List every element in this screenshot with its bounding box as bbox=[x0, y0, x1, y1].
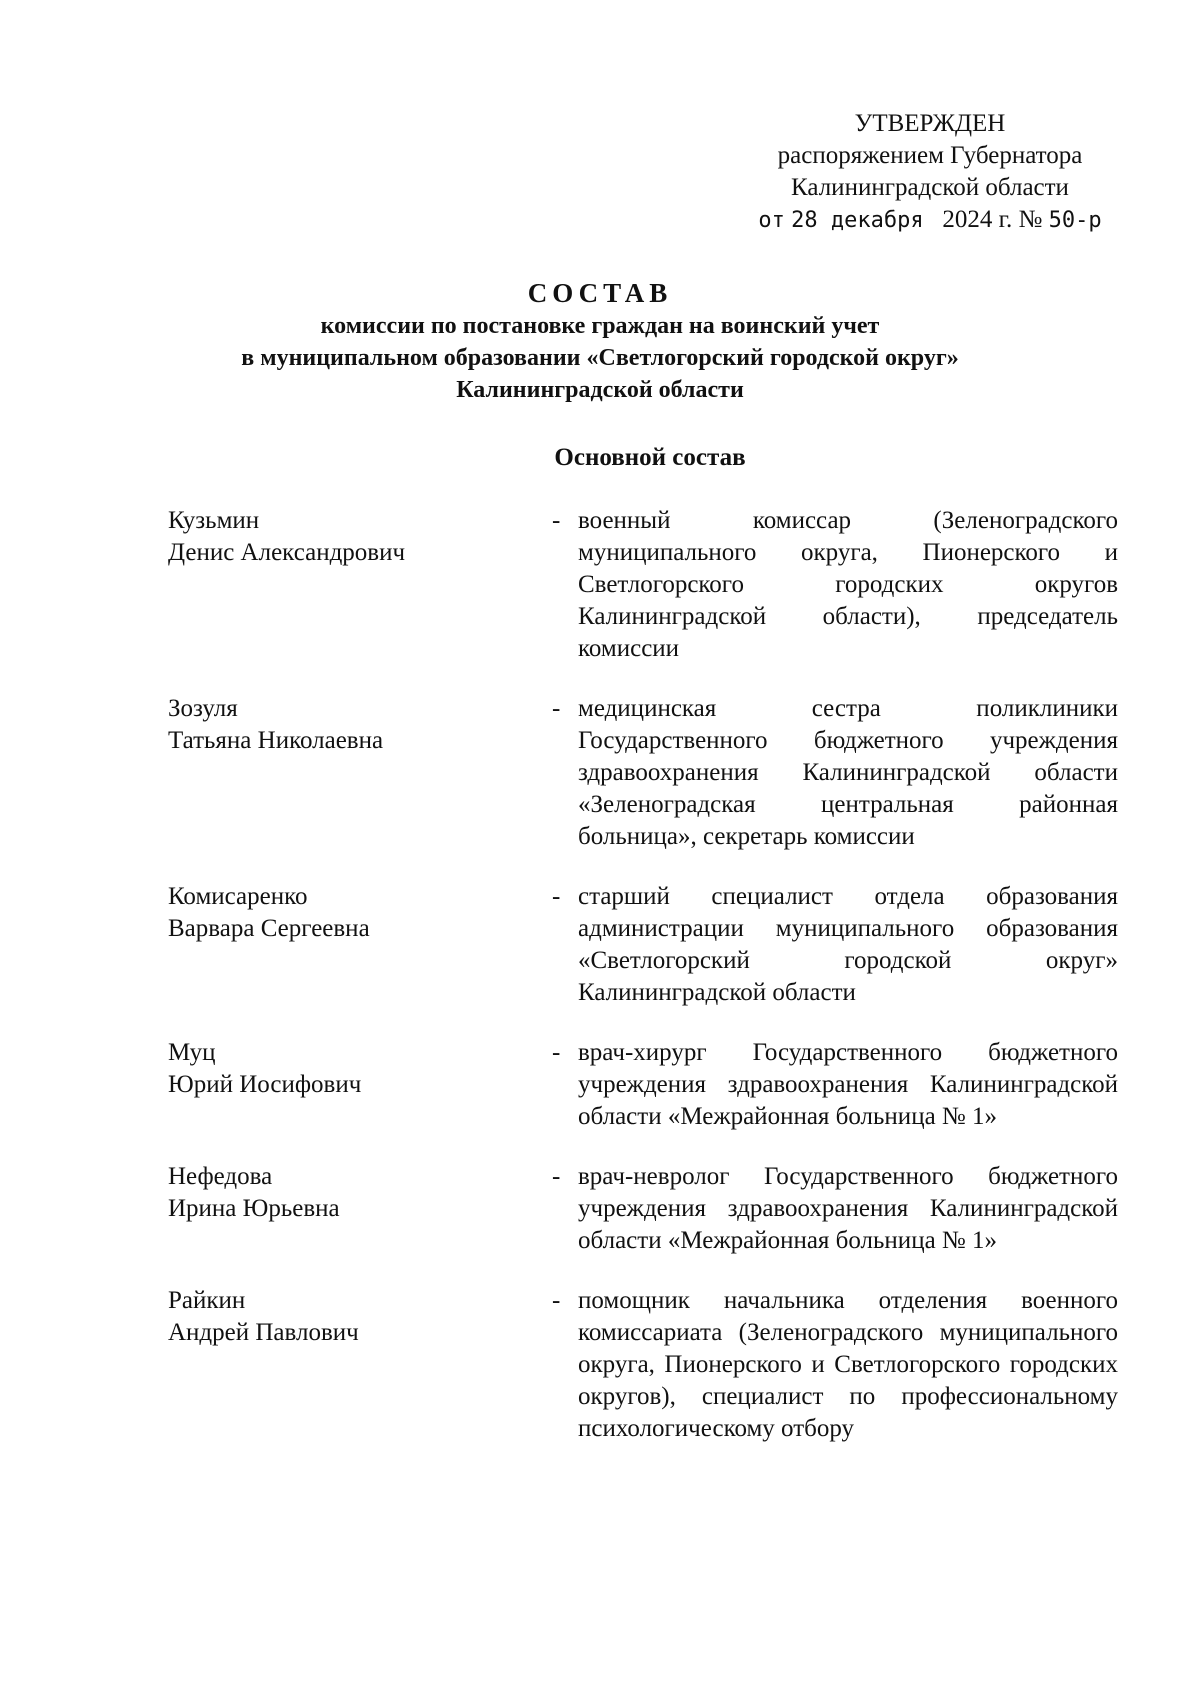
member-given-names: Варвара Сергеевна bbox=[168, 915, 370, 942]
member-surname: Райкин bbox=[168, 1287, 246, 1314]
member-entry bbox=[168, 881, 1138, 1009]
member-dash: - bbox=[552, 1163, 561, 1190]
member-name bbox=[168, 1161, 538, 1257]
member-surname: Муц bbox=[168, 1039, 216, 1066]
member-role: старший специалист отдела образования администрации муниципального образования «Светлогорский городской округ» Калининградской области bbox=[578, 883, 1118, 1006]
member-given-names: Татьяна Николаевна bbox=[168, 727, 384, 754]
approval-title: УТВЕРЖДЕН bbox=[854, 110, 1006, 137]
approval-date-prefix: от bbox=[758, 208, 785, 233]
member-entry bbox=[168, 1161, 1138, 1257]
member-given-names: Денис Александрович bbox=[168, 539, 406, 566]
member-role: военный комиссар (Зеленоградского муниципального округа, Пионерского и Светлогорского городских округов Калининградской области), председатель комиссии bbox=[578, 507, 1118, 662]
section-heading: Основной состав bbox=[554, 444, 746, 471]
approval-number: 50-р bbox=[1048, 208, 1102, 233]
member-name bbox=[168, 1285, 538, 1445]
member-dash: - bbox=[552, 1287, 561, 1314]
member-surname: Кузьмин bbox=[168, 507, 260, 534]
approval-line-2: Калининградской области bbox=[791, 174, 1069, 201]
member-role: врач-невролог Государственного бюджетного учреждения здравоохранения Калининградской области «Межрайонная больница № 1» bbox=[578, 1163, 1118, 1254]
approval-date: 28 декабря bbox=[791, 208, 924, 233]
member-surname: Комисаренко bbox=[168, 883, 308, 910]
member-entry bbox=[168, 1285, 1138, 1445]
member-dash: - bbox=[552, 1039, 561, 1066]
member-given-names: Андрей Павлович bbox=[168, 1319, 359, 1346]
member-surname: Нефедова bbox=[168, 1163, 273, 1190]
member-entry bbox=[168, 1037, 1138, 1133]
approval-stamp-block bbox=[700, 108, 1160, 237]
member-name bbox=[168, 1037, 538, 1133]
member-name bbox=[168, 505, 538, 665]
member-entry bbox=[168, 693, 1138, 853]
member-name bbox=[168, 693, 538, 853]
approval-year: 2024 г. № bbox=[942, 206, 1043, 233]
member-dash: - bbox=[552, 883, 561, 910]
member-given-names: Ирина Юрьевна bbox=[168, 1195, 340, 1222]
member-given-names: Юрий Иосифович bbox=[168, 1071, 362, 1098]
document-subtitle-line-2: в муниципальном образовании «Светлогорский городской округ» bbox=[241, 345, 959, 371]
document-subtitle-line-1: комиссии по постановке граждан на воинский учет bbox=[320, 313, 880, 339]
member-surname: Зозуля bbox=[168, 695, 238, 722]
member-list bbox=[168, 505, 1138, 1445]
document-title: СОСТАВ bbox=[527, 278, 673, 308]
member-role: врач-хирург Государственного бюджетного учреждения здравоохранения Калининградской области «Межрайонная больница № 1» bbox=[578, 1039, 1118, 1130]
approval-date-line bbox=[700, 204, 1160, 237]
member-dash: - bbox=[552, 507, 561, 534]
member-name bbox=[168, 881, 538, 1009]
document-subtitle-line-3: Калининградской области bbox=[456, 377, 744, 403]
document-heading bbox=[150, 276, 1050, 406]
member-role: помощник начальника отделения военного комиссариата (Зеленоградского муниципального округа, Пионерского и Светлогорского городских округов), специалист по профессиональному психологическому отбору bbox=[578, 1287, 1118, 1442]
approval-line-1: распоряжением Губернатора bbox=[777, 142, 1083, 169]
member-role: медицинская сестра поликлиники Государственного бюджетного учреждения здравоохранения Калининградской области «Зеленоградская центральная районная больница», секретарь комиссии bbox=[578, 695, 1118, 850]
member-entry bbox=[168, 505, 1138, 665]
member-dash: - bbox=[552, 695, 561, 722]
